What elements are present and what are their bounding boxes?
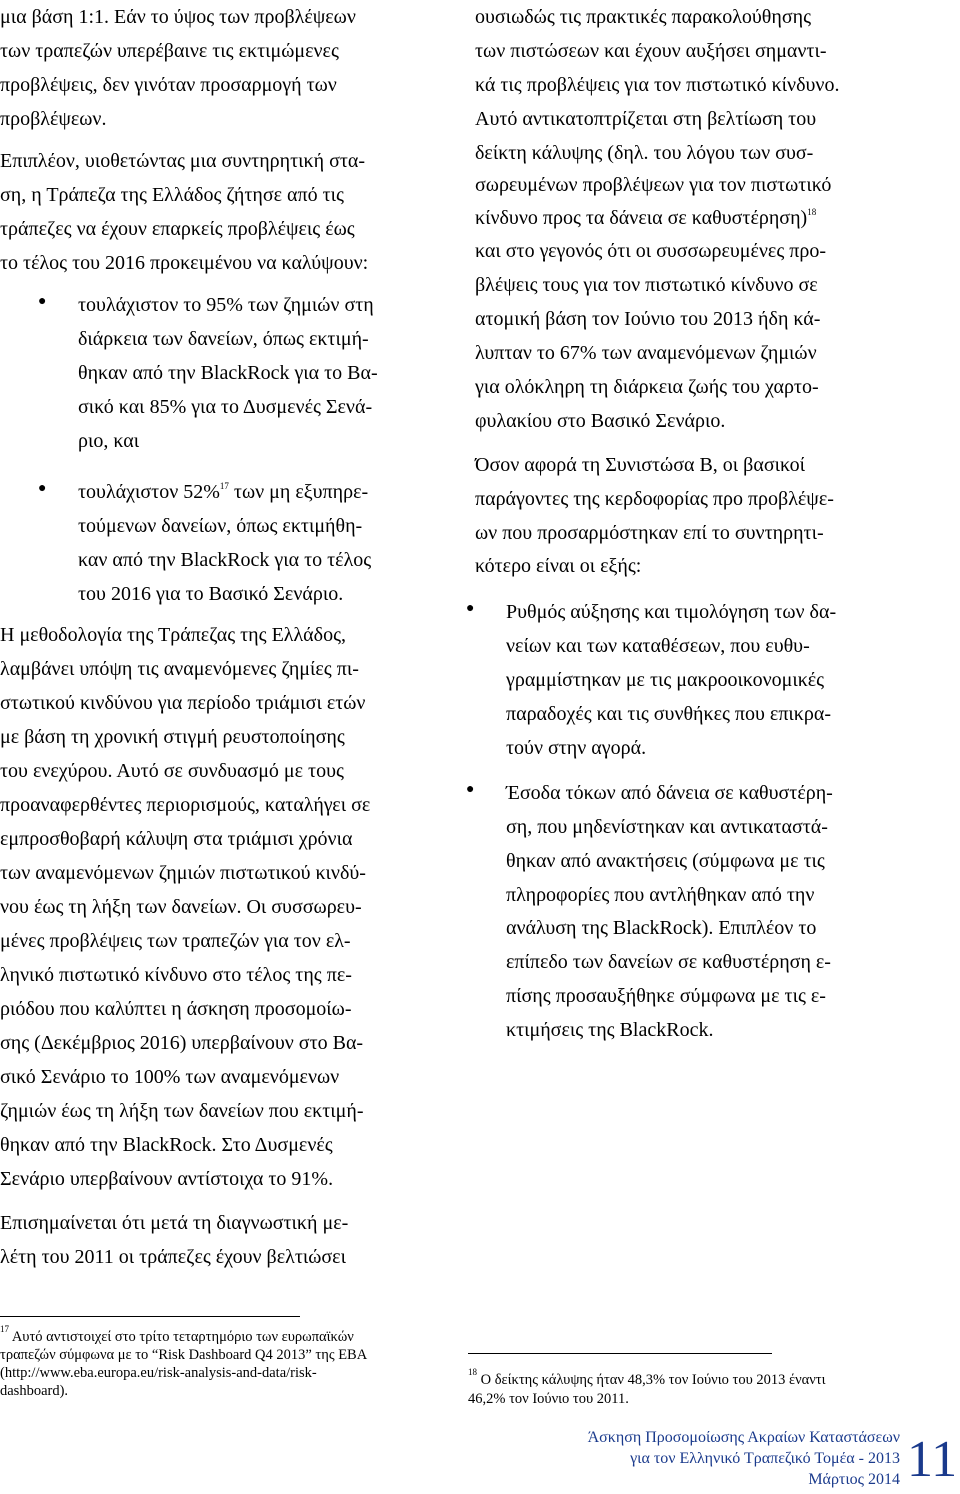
text-line: Έσοδα τόκων από δάνεια σε καθυστέρη-	[506, 782, 833, 804]
text-line: των τραπεζών υπερέβαινε τις εκτιμώμενες	[0, 40, 339, 62]
text-line: των πιστώσεων και έχουν αυξήσει σημαντι-	[475, 40, 827, 62]
footer-title-line: για τον Ελληνικό Τραπεζικό Τομέα - 2013	[630, 1450, 900, 1467]
text-line	[468, 1367, 826, 1389]
bullet-icon: ●	[38, 481, 47, 496]
text-span: Ο δείκτης κάλυψης ήταν 48,3% τον Ιούνιο του 2013 έναντι	[477, 1372, 826, 1388]
text-line: κά τις προβλέψεις για τον πιστωτικό κίνδυνο.	[475, 74, 840, 96]
text-line: Επιπλέον, υιοθετώντας μια συντηρητική στα-	[0, 150, 366, 172]
text-line: τραπεζών σύμφωνα με το “Risk Dashboard Q4 2013” της EBA	[0, 1347, 368, 1363]
footer-title-line: Άσκηση Προσομοίωσης Ακραίων Καταστάσεων	[587, 1429, 900, 1446]
text-line: εμπροσθοβαρή κάλυψη στα τριάμισι χρόνια	[0, 828, 353, 850]
footnote-divider	[0, 1316, 300, 1317]
text-line: γραμμίστηκαν με τις μακροοικονομικές	[506, 669, 825, 691]
text-line: στωτικού κινδύνου για περίοδο τριάμισι ετών	[0, 692, 366, 714]
text-line: ατομική βάση τον Ιούνιο του 2013 ήδη κά-	[475, 308, 821, 330]
text-line: το τέλος του 2016 προκειμένου να καλύψουν:	[0, 252, 369, 274]
text-line: πίσης προσαυξήθηκε σύμφωνα με τις ε-	[506, 985, 826, 1007]
text-span: των μη εξυπηρε-	[228, 481, 369, 503]
text-line: παραδοχές και τις συνθήκες που επικρα-	[506, 703, 831, 725]
text-line: 46,2% τον Ιούνιο του 2011.	[468, 1391, 629, 1407]
text-span: κίνδυνο προς τα δάνεια σε καθυστέρηση)	[475, 207, 808, 229]
text-line: (http://www.eba.europa.eu/risk-analysis-and-data/risk-	[0, 1365, 317, 1381]
page-number: 11	[907, 1431, 958, 1488]
text-line: βλέψεις τους για τον πιστωτικό κίνδυνο σε	[475, 274, 818, 296]
text-line	[78, 479, 368, 505]
text-line: μια βάση 1:1. Εάν το ύψος των προβλέψεων	[0, 6, 356, 28]
text-line: πληροφορίες που αντλήθηκαν από την	[506, 884, 815, 906]
text-line: τούν στην αγορά.	[506, 737, 647, 759]
text-line: σικό Σενάριο το 100% των αναμενόμενων	[0, 1066, 340, 1088]
text-line: λαμβάνει υπόψη τις αναμενόμενες ζημίες πι-	[0, 658, 359, 680]
text-line: θηκαν από ανακτήσεις (σύμφωνα με τις	[506, 850, 825, 872]
text-line: για ολόκληρη τη διάρκεια ζωής του χαρτο-	[475, 376, 819, 398]
text-line: Αυτό αντικατοπτρίζεται στη βελτίωση του	[475, 108, 817, 130]
text-line: ση, η Τράπεζα της Ελλάδος ζήτησε από τις	[0, 184, 344, 206]
text-line: ριο, και	[78, 430, 140, 452]
bullet-icon: ●	[466, 782, 475, 797]
text-line: παράγοντες της κερδοφορίας προ προβλέψε-	[475, 488, 834, 510]
text-line: Όσον αφορά τη Συνιστώσα Β, οι βασικοί	[475, 454, 806, 476]
text-line: προβλέψεις, δεν γινόταν προσαρμογή των	[0, 74, 337, 96]
footnote-divider	[468, 1353, 772, 1354]
text-line: με βάση τη χρονική στιγμή ρευστοποίησης	[0, 726, 345, 748]
text-line: και στο γεγονός ότι οι συσσωρευμένες προ-	[475, 240, 826, 262]
page-footer	[480, 1428, 900, 1492]
text-line: λυπταν το 67% των αναμενόμενων ζημιών	[475, 342, 817, 364]
text-line: τράπεζες να έχουν επαρκείς προβλέψεις έως	[0, 218, 355, 240]
text-line: τουλάχιστον το 95% των ζημιών στη	[78, 294, 374, 316]
text-line: κότερο είναι οι εξής:	[475, 555, 642, 577]
text-line: μένες προβλέψεις των τραπεζών για τον ελ-	[0, 930, 351, 952]
text-line: σης (Δεκέμβριος 2016) υπερβαίνουν στο Βα-	[0, 1032, 364, 1054]
text-line: ων που προσαρμόστηκαν επί το συντηρητι-	[475, 522, 824, 544]
text-line: των αναμενόμενων ζημιών πιστωτικού κινδύ-	[0, 862, 366, 884]
text-line: προαναφερθέντες περιορισμούς, καταλήγει σε	[0, 794, 371, 816]
text-line: Σενάριο υπερβαίνουν αντίστοιχα το 91%.	[0, 1168, 334, 1190]
text-line: σικό και 85% για το Δυσμενές Σενά-	[78, 396, 373, 418]
text-line: του ενεχύρου. Αυτό σε συνδυασμό με τους	[0, 760, 344, 782]
footnote-ref-18: 18	[807, 207, 817, 217]
text-span: τουλάχιστον 52%	[78, 481, 220, 503]
text-line: ληνικό πιστωτικό κίνδυνο στο τέλος της πε-	[0, 964, 352, 986]
footnote-ref-17: 17	[219, 481, 229, 491]
text-line: διάρκεια των δανείων, όπως εκτιμή-	[78, 328, 369, 350]
text-line: φυλακίου στο Βασικό Σενάριο.	[475, 410, 726, 432]
bullet-icon: ●	[38, 294, 47, 309]
text-line: θηκαν από την BlackRock. Στο Δυσμενές	[0, 1134, 333, 1156]
text-line: ση, που μηδενίστηκαν και αντικαταστά-	[506, 816, 828, 838]
text-line: ανάλυση της BlackRock). Επιπλέον το	[506, 917, 817, 939]
text-line: Ρυθμός αύξησης και τιμολόγηση των δα-	[506, 601, 837, 623]
footnote-number: 17	[0, 1324, 9, 1334]
text-line: ζημιών έως τη λήξη των δανείων που εκτιμή-	[0, 1100, 364, 1122]
text-line: καν από την BlackRock για το τέλος	[78, 549, 372, 571]
text-line: Η μεθοδολογία της Τράπεζας της Ελλάδος,	[0, 624, 346, 646]
text-line	[475, 205, 816, 231]
text-line: τούμενων δανείων, όπως εκτιμήθη-	[78, 515, 363, 537]
text-line: νείων και των καταθέσεων, που ευθυ-	[506, 635, 810, 657]
footnote-number: 18	[468, 1367, 477, 1377]
text-line: λέτη του 2011 οι τράπεζες έχουν βελτιώσει	[0, 1246, 346, 1268]
text-line: κτιμήσεις της BlackRock.	[506, 1019, 714, 1041]
text-line: προβλέψεων.	[0, 108, 107, 130]
text-line: dashboard).	[0, 1383, 69, 1399]
text-span: Αυτό αντιστοιχεί στο τρίτο τεταρτημόριο των ευρωπαϊκών	[9, 1329, 354, 1345]
text-line: επίπεδο των δανείων σε καθυστέρηση ε-	[506, 951, 831, 973]
text-line: ουσιωδώς τις πρακτικές παρακολούθησης	[475, 6, 811, 28]
text-line: θηκαν από την BlackRock για το Βα-	[78, 362, 378, 384]
footer-date: Μάρτιος 2014	[808, 1471, 900, 1488]
text-line: δείκτη κάλυψης (δηλ. του λόγου των συσ-	[475, 142, 814, 164]
text-line: σωρευμένων προβλέψεων για τον πιστωτικό	[475, 174, 832, 196]
text-line: ριόδου που καλύπτει η άσκηση προσομοίω-	[0, 998, 352, 1020]
text-line	[0, 1324, 354, 1346]
text-line: Επισημαίνεται ότι μετά τη διαγνωστική με-	[0, 1212, 349, 1234]
text-line: του 2016 για το Βασικό Σενάριο.	[78, 583, 344, 605]
bullet-icon: ●	[466, 601, 475, 616]
text-line: νου έως τη λήξη των δανείων. Οι συσσωρευ-	[0, 896, 362, 918]
